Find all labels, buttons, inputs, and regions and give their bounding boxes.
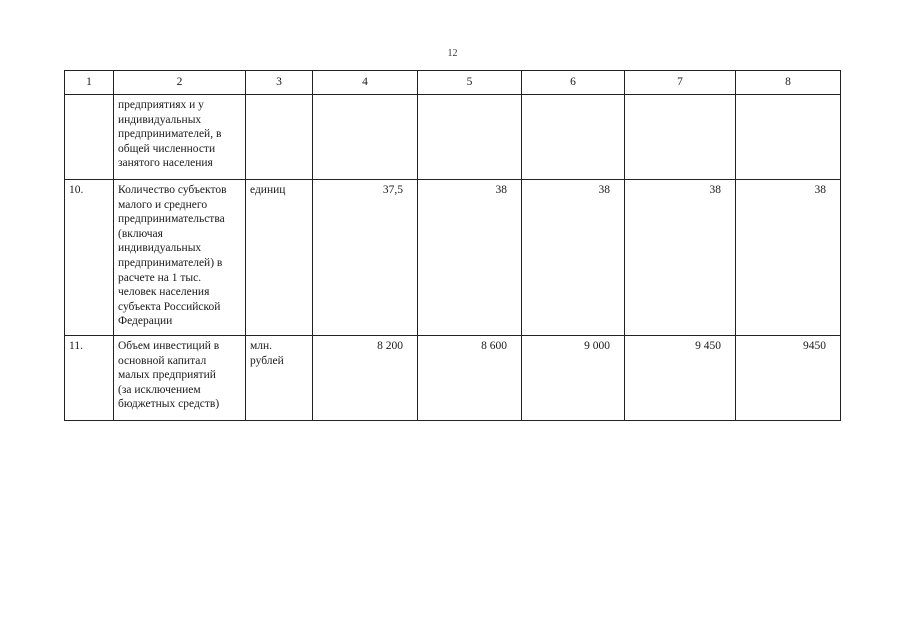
table-header-row [65, 71, 841, 95]
indicator-name-line: общей численности [118, 142, 216, 155]
value-cell [522, 95, 625, 180]
indicator-name-line: бюджетных средств) [118, 398, 220, 411]
value-cell [418, 95, 522, 180]
indicator-name-line: малого и среднего [118, 198, 208, 211]
column-header: 3 [246, 71, 313, 95]
column-header: 4 [313, 71, 418, 95]
value-cell: 38 [418, 180, 522, 336]
page-number: 12 [447, 48, 458, 59]
table-row [65, 95, 841, 180]
indicator-name-line: индивидуальных [118, 113, 202, 126]
value-cell [313, 95, 418, 180]
indicator-name-line: индивидуальных [118, 242, 202, 255]
value-cell: 9 450 [625, 336, 736, 421]
column-header: 7 [625, 71, 736, 95]
indicators-table [64, 70, 841, 421]
column-header: 2 [114, 71, 246, 95]
indicator-name-line: расчете на 1 тыс. [118, 271, 202, 284]
indicator-name [114, 180, 246, 336]
indicator-name-line: (включая [118, 227, 163, 240]
indicator-name [114, 336, 246, 421]
value-cell: 38 [625, 180, 736, 336]
column-header: 6 [522, 71, 625, 95]
column-header: 5 [418, 71, 522, 95]
value-cell: 8 200 [313, 336, 418, 421]
value-cell [625, 95, 736, 180]
unit-line: единиц [250, 184, 286, 196]
row-index [65, 95, 114, 180]
column-header: 1 [65, 71, 114, 95]
value-cell: 9 000 [522, 336, 625, 421]
indicator-name-line: Федерации [118, 315, 173, 328]
indicator-name-line: человек населения [118, 286, 210, 299]
table-row [65, 336, 841, 421]
unit-cell [246, 180, 313, 336]
value-cell: 9450 [736, 336, 841, 421]
indicator-name-line: предпринимателей, в [118, 128, 222, 141]
value-cell [736, 95, 841, 180]
indicator-name-line: основной капитал [118, 354, 207, 367]
unit-line: рублей [250, 354, 284, 367]
unit-cell [246, 336, 313, 421]
indicator-name-line: занятого населения [118, 157, 213, 170]
indicator-name-line: (за исключением [118, 383, 201, 396]
indicator-name-line: предприятиях и у [118, 99, 204, 111]
indicator-name [114, 95, 246, 180]
row-index: 10. [65, 180, 114, 336]
indicator-name-line: предпринимателей) в [118, 256, 223, 269]
value-cell: 8 600 [418, 336, 522, 421]
indicator-name-line: малых предприятий [118, 369, 216, 382]
column-header: 8 [736, 71, 841, 95]
indicator-name-line: Объем инвестиций в [118, 340, 220, 352]
unit-line: млн. [250, 340, 273, 352]
value-cell: 38 [522, 180, 625, 336]
indicator-name-line: Количество субъектов [118, 184, 227, 196]
indicator-name-line: субъекта Российской [118, 300, 221, 313]
indicator-name-line: предпринимательства [118, 213, 225, 226]
value-cell: 37,5 [313, 180, 418, 336]
unit-cell [246, 95, 313, 180]
row-index: 11. [65, 336, 114, 421]
value-cell: 38 [736, 180, 841, 336]
table-row [65, 180, 841, 336]
